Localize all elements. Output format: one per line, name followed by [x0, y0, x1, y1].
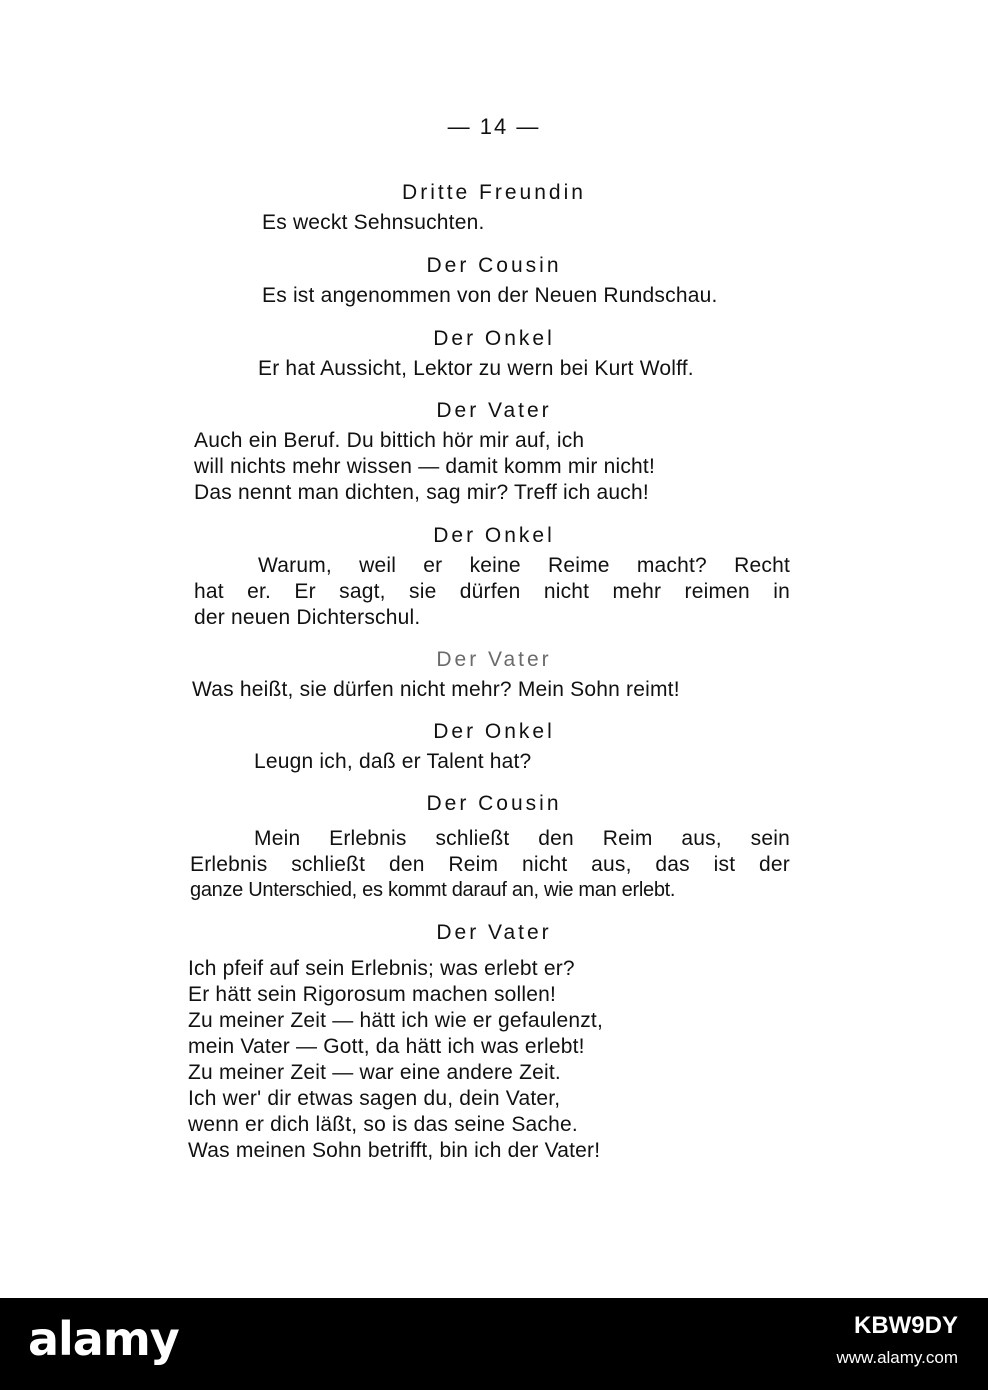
- watermark-url: www.alamy.com: [836, 1348, 958, 1367]
- dialogue-line: hat er. Er sagt, sie dürfen nicht mehr reimen in: [194, 580, 790, 603]
- dialogue-line: Das nennt man dichten, sag mir? Treff ich auch!: [194, 481, 649, 504]
- page-number: — 14 —: [447, 114, 541, 139]
- speaker-name: Der Onkel: [433, 327, 555, 350]
- dialogue-line: Es ist angenommen von der Neuen Rundschau.: [262, 284, 718, 307]
- dialogue-line: wenn er dich läßt, so is das seine Sache.: [188, 1113, 578, 1136]
- dialogue-line: Leugn ich, daß er Talent hat?: [254, 750, 532, 773]
- dialogue-line: Mein Erlebnis schließt den Reim aus, sein: [254, 827, 790, 850]
- dialogue-line: Ich pfeif auf sein Erlebnis; was erlebt er?: [188, 957, 575, 980]
- dialogue-line: Er hätt sein Rigorosum machen sollen!: [188, 983, 557, 1006]
- speaker-name: Der Vater: [436, 921, 552, 944]
- dialogue-line: Zu meiner Zeit — war eine andere Zeit.: [188, 1061, 561, 1084]
- speaker-name: Der Vater: [436, 399, 552, 422]
- dialogue-line: mein Vater — Gott, da hätt ich was erlebt!: [188, 1035, 585, 1058]
- dialogue-line: Er hat Aussicht, Lektor zu wern bei Kurt Wolff.: [258, 357, 694, 380]
- speaker-name: Der Onkel: [433, 720, 555, 743]
- speaker-name: Der Onkel: [433, 524, 555, 547]
- watermark-footer: [0, 1298, 988, 1390]
- dialogue-line: Auch ein Beruf. Du bittich hör mir auf, ich: [194, 429, 585, 452]
- dialogue-line: Erlebnis schließt den Reim nicht aus, das ist der: [190, 853, 790, 876]
- image-id: KBW9DY: [853, 1312, 958, 1339]
- dialogue-line: Es weckt Sehnsuchten.: [262, 211, 485, 234]
- dialogue-line: Was meinen Sohn betrifft, bin ich der Vater!: [188, 1139, 601, 1162]
- dialogue-line: will nichts mehr wissen — damit komm mir nicht!: [194, 455, 655, 478]
- speaker-name: Der Cousin: [426, 254, 562, 277]
- speaker-name: Der Cousin: [426, 792, 562, 815]
- speaker-name: Dritte Freundin: [402, 181, 586, 204]
- alamy-logo: alamy: [28, 1312, 179, 1366]
- dialogue-line: Was heißt, sie dürfen nicht mehr? Mein Sohn reimt!: [192, 678, 680, 701]
- dialogue-line: Ich wer' dir etwas sagen du, dein Vater,: [188, 1087, 561, 1110]
- speaker-name: Der Vater: [436, 648, 552, 671]
- dialogue-line: Warum, weil er keine Reime macht? Recht: [258, 554, 790, 577]
- dialogue-line: ganze Unterschied, es kommt darauf an, wie man erlebt.: [190, 879, 676, 901]
- dialogue-line: Zu meiner Zeit — hätt ich wie er gefaulenzt,: [188, 1009, 603, 1032]
- dialogue-line: der neuen Dichterschul.: [194, 606, 421, 629]
